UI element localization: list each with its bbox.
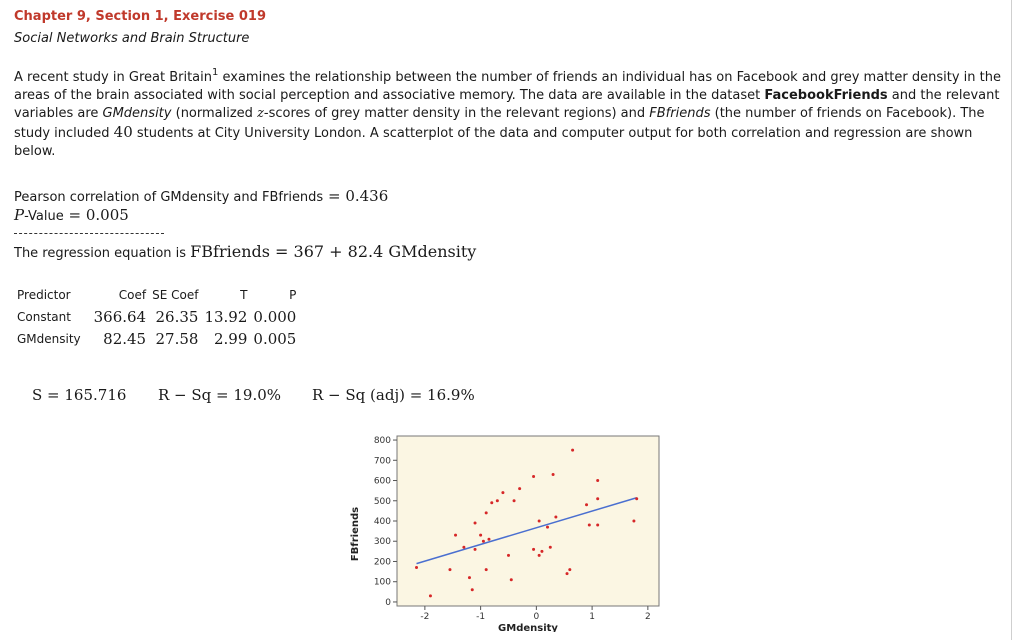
equals-sign: = xyxy=(323,187,346,205)
data-point xyxy=(429,594,432,597)
data-point xyxy=(566,572,569,575)
data-point xyxy=(538,554,541,557)
coefficient-table xyxy=(14,284,299,350)
col-header: P xyxy=(289,288,297,302)
y-tick-label: 100 xyxy=(373,577,391,588)
correlation-line xyxy=(14,187,388,205)
data-point xyxy=(632,520,635,523)
table-cell: 82.45 xyxy=(103,330,147,348)
intro-text-4: (normalized xyxy=(171,106,258,121)
data-point xyxy=(540,550,543,553)
data-point xyxy=(552,473,555,476)
data-point xyxy=(448,568,451,571)
data-point xyxy=(474,522,477,525)
data-point xyxy=(538,520,541,523)
data-point xyxy=(585,503,588,506)
intro-text-3: and the relevant variables are xyxy=(14,88,1000,121)
data-point xyxy=(415,566,418,569)
data-point xyxy=(568,568,571,571)
data-point xyxy=(479,534,482,537)
y-tick-label: 200 xyxy=(373,557,391,568)
correlation-label: Pearson correlation of GMdensity and FBfriends xyxy=(14,190,324,205)
x-tick-label: 2 xyxy=(644,612,651,622)
data-point xyxy=(596,524,599,527)
x-tick-label: 1 xyxy=(589,612,595,622)
footnote-marker: 1 xyxy=(211,67,219,78)
col-header: T xyxy=(240,288,248,302)
col-header: SE Coef xyxy=(152,288,199,302)
data-point xyxy=(501,491,504,494)
data-point xyxy=(549,546,552,549)
table-row xyxy=(14,328,299,350)
std-error-s: S = 165.716 xyxy=(32,386,127,404)
variable-fbfriends: FBfriends xyxy=(649,106,711,121)
table-header-row xyxy=(14,284,299,306)
data-point xyxy=(474,548,477,551)
data-point xyxy=(487,538,490,541)
table-cell: GMdensity xyxy=(17,332,81,346)
data-point xyxy=(462,546,465,549)
data-point xyxy=(482,540,485,543)
y-tick-label: 0 xyxy=(385,597,391,608)
data-point xyxy=(513,499,516,502)
data-point xyxy=(596,497,599,500)
regression-equation: FBfriends = 367 + 82.4 GMdensity xyxy=(190,242,477,261)
data-point xyxy=(485,568,488,571)
data-point xyxy=(571,449,574,452)
table-cell: 366.64 xyxy=(93,308,147,326)
data-point xyxy=(490,501,493,504)
p-italic: P xyxy=(14,206,25,224)
y-tick-label: 500 xyxy=(373,496,391,507)
y-axis-label: FBfriends xyxy=(350,506,361,562)
intro-text-5: -scores of grey matter density in the relevant regions) and xyxy=(263,106,650,121)
problem-description xyxy=(14,69,1002,161)
plot-area xyxy=(397,436,659,606)
data-point xyxy=(496,499,499,502)
p-value-label: -Value xyxy=(24,209,64,224)
intro-text-6: (the number of friends on Facebook). The study included xyxy=(14,106,985,141)
variable-gmdensity: GMdensity xyxy=(102,106,172,121)
table-row xyxy=(14,306,299,328)
table-cell: 27.58 xyxy=(155,330,199,348)
exercise-title: Chapter 9, Section 1, Exercise 019 xyxy=(14,9,267,24)
data-point xyxy=(588,524,591,527)
equals-sign: = xyxy=(63,206,86,224)
data-point xyxy=(468,576,471,579)
y-tick-label: 600 xyxy=(373,476,391,487)
data-point xyxy=(596,479,599,482)
y-tick-label: 300 xyxy=(373,537,391,548)
data-point xyxy=(518,487,521,490)
data-point xyxy=(507,554,510,557)
x-tick-label: -2 xyxy=(420,612,430,622)
col-header: Predictor xyxy=(17,288,71,302)
scatterplot xyxy=(340,428,680,632)
r-squared: R − Sq = 19.0% xyxy=(158,386,282,404)
data-point xyxy=(485,511,488,514)
data-point xyxy=(635,497,638,500)
data-point xyxy=(532,475,535,478)
table-cell: 0.000 xyxy=(253,308,297,326)
x-tick-label: -1 xyxy=(476,612,486,622)
table-cell: Constant xyxy=(17,310,71,324)
data-point xyxy=(532,548,535,551)
table-cell: 0.005 xyxy=(253,330,297,348)
p-value: 0.005 xyxy=(85,206,129,224)
p-value-line xyxy=(14,206,129,224)
r-squared-adj: R − Sq (adj) = 16.9% xyxy=(312,386,475,404)
data-point xyxy=(471,588,474,591)
separator-dashes xyxy=(14,233,164,234)
data-point xyxy=(546,526,549,529)
z-symbol: z xyxy=(257,106,264,121)
data-point xyxy=(510,578,513,581)
y-tick-label: 800 xyxy=(373,436,391,447)
sample-size: 40 xyxy=(113,123,133,141)
y-tick-label: 400 xyxy=(373,517,391,527)
intro-text-2: examines the relationship between the number of friends an individual has on Facebook and grey matter density in the areas of the brain associated with social perception and associative memory. The data are available in the dataset xyxy=(14,70,1001,103)
y-tick-label: 700 xyxy=(373,456,391,467)
data-point xyxy=(554,515,557,518)
intro-text-7: students at City University London. A scatterplot of the data and computer output for both correlation and regression are shown below. xyxy=(14,126,973,159)
table-cell: 26.35 xyxy=(155,308,199,326)
exercise-subtitle: Social Networks and Brain Structure xyxy=(14,31,250,46)
data-point xyxy=(454,534,457,537)
table-cell: 2.99 xyxy=(214,330,248,348)
correlation-value: 0.436 xyxy=(345,187,389,205)
regression-label: The regression equation is xyxy=(14,246,191,261)
intro-text-1: A recent study in Great Britain xyxy=(14,70,212,85)
x-axis-label: GMdensity xyxy=(498,623,558,632)
dataset-name: FacebookFriends xyxy=(764,88,888,103)
x-tick-label: 0 xyxy=(533,612,540,622)
col-header: Coef xyxy=(118,288,147,302)
regression-line-text xyxy=(14,242,476,261)
table-cell: 13.92 xyxy=(204,308,248,326)
